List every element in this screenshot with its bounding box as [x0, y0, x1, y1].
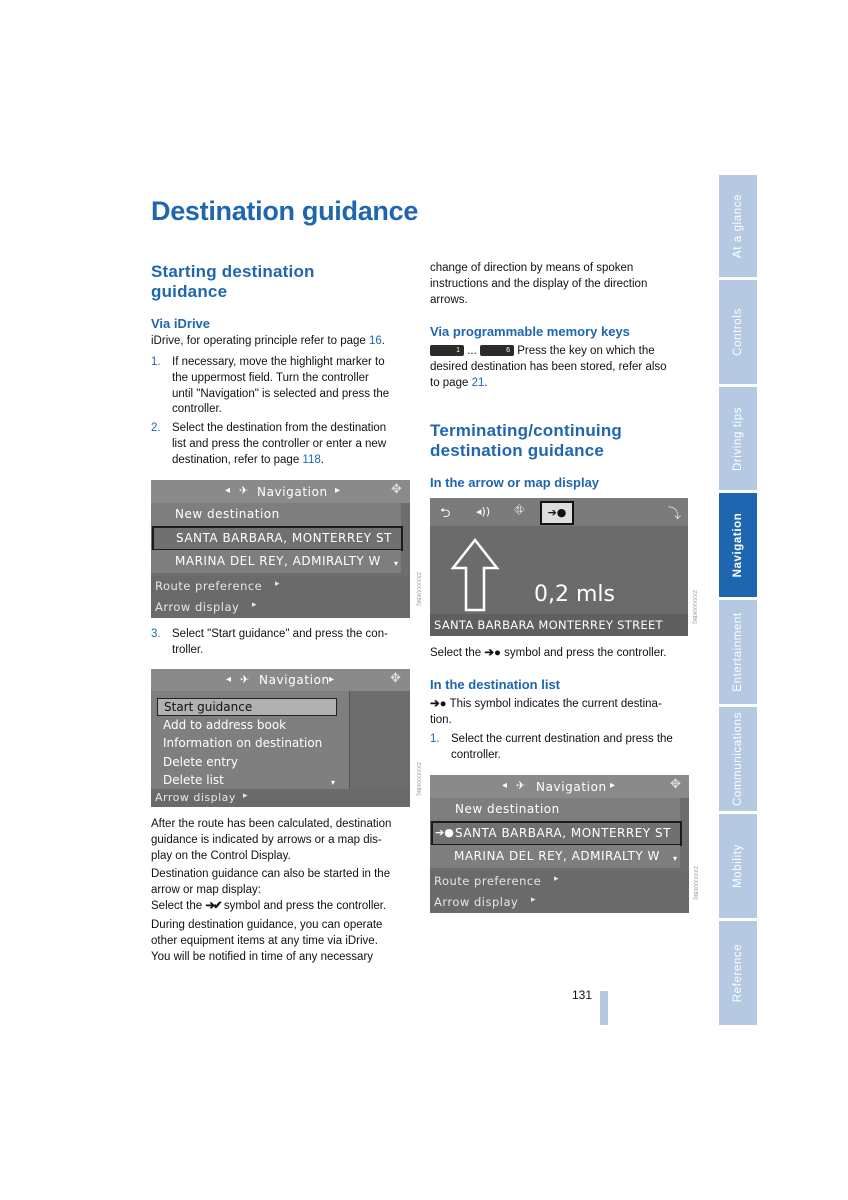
settings-icon[interactable]: ⤵ [668, 507, 682, 522]
tab-controls[interactable] [719, 280, 757, 384]
direction-arrow-icon [450, 538, 500, 612]
select-prefix: Select the [151, 899, 206, 912]
intro-text-body: iDrive, for operating principle refer to page [151, 335, 369, 347]
step-line: Select the current destination and press the [451, 733, 673, 745]
menu-item-arrow-display[interactable] [430, 892, 689, 913]
menu-item-label: SANTA BARBARA, MONTERREY ST [455, 826, 671, 840]
screen-header-title: Navigation [257, 485, 328, 499]
select-suffix: symbol and press the controller. [500, 647, 667, 659]
arrow-left-icon: ◂ [502, 780, 508, 791]
step-line: until "Navigation" is selected and press the [172, 387, 390, 400]
scroll-down-icon: ▾ [673, 854, 678, 863]
step-line: the uppermost field. Turn the controller [172, 371, 369, 384]
memory-line: to page [430, 376, 472, 389]
select-prefix: Select the [430, 647, 485, 659]
arrow-right-icon: ▸ [243, 791, 248, 801]
step-line-text: destination, refer to page [172, 453, 303, 466]
menu-item-information-on-destination[interactable] [163, 736, 343, 752]
step-text [172, 627, 388, 659]
menu-item-new-destination[interactable] [151, 503, 401, 526]
screen-header [151, 480, 410, 503]
menu-item-label: Arrow display [155, 791, 236, 804]
screen-header [151, 669, 410, 691]
step-number: 2. [151, 422, 161, 434]
memory-line-end: . [484, 376, 488, 389]
arrow-left-icon: ◂ [225, 485, 231, 496]
arrow-right-icon: ▸ [531, 895, 536, 905]
paragraph-line: Destination guidance can also be started in the [151, 868, 391, 880]
memory-key-1: 1 [430, 345, 464, 356]
menu-item-delete-entry[interactable] [163, 755, 343, 771]
tab-label: Driving tips [732, 406, 744, 471]
heading-line: Starting destination [151, 262, 315, 281]
menu-item-route-preference[interactable] [430, 871, 689, 891]
paragraph-line: arrow or map display: [151, 883, 261, 896]
menu-item-label: Information on destination [163, 736, 323, 750]
navigation-icon: ✈ [516, 779, 526, 792]
step-number: 3. [151, 628, 161, 640]
image-code: ZXXXXX/KBKJ [691, 590, 697, 624]
page-title: Destination guidance [151, 196, 419, 226]
arrow-right-icon: ▸ [252, 600, 257, 610]
voice-icon[interactable]: ◂)) [476, 505, 491, 518]
scroll-down-icon: ▾ [394, 559, 399, 568]
paragraph-during-guidance [151, 918, 382, 965]
paragraph-line: tion. [430, 713, 452, 726]
menu-item-label: Arrow display [434, 895, 519, 909]
page-link-21[interactable]: 21 [471, 376, 485, 389]
navigation-screen-destination-list [151, 480, 410, 618]
paragraph-route-calculated [151, 817, 391, 864]
step-text [172, 355, 389, 418]
tab-at-a-glance[interactable] [719, 175, 757, 277]
image-code: ZXXXXX/KBKJ [415, 572, 421, 606]
menu-item-label: Start guidance [164, 700, 253, 714]
arrow-display-screen [430, 498, 688, 636]
page-link-16[interactable]: 16 [368, 335, 382, 347]
subheading-arrow-map-display: In the arrow or map display [430, 475, 600, 490]
tab-driving-tips[interactable] [719, 387, 757, 490]
paragraph-line: During destination guidance, you can operate [151, 919, 383, 931]
step-line: troller. [172, 643, 204, 656]
arrow-right-icon: ▸ [275, 579, 280, 589]
street-name: SANTA BARBARA MONTERREY STREET [434, 618, 663, 632]
paragraph-current-destination [430, 697, 662, 729]
heading-line: destination guidance [430, 441, 605, 460]
paragraph-line [430, 344, 667, 360]
navigation-icon: ✈ [239, 484, 249, 497]
memory-line: Press the key on which the [514, 345, 655, 357]
menu-item-marina-del-rey[interactable] [151, 550, 401, 573]
menu-item-label: MARINA DEL REY, ADMIRALTY W [175, 554, 381, 568]
section-heading-terminating [430, 421, 622, 461]
paragraph-continuation [430, 261, 647, 308]
step-text [451, 732, 673, 764]
menu-item-label: New destination [455, 802, 560, 816]
menu-item-label: Delete entry [163, 755, 238, 769]
tab-label: Controls [732, 308, 744, 356]
arrow-left-icon: ◂ [226, 674, 232, 685]
paragraph-line [430, 376, 667, 392]
arrow-right-icon: ▸ [329, 674, 335, 685]
tab-communications[interactable] [719, 707, 757, 811]
paragraph-line: change of direction by means of spoken [430, 262, 634, 274]
menu-item-santa-barbara-current[interactable] [431, 821, 682, 846]
heading-line: guidance [151, 282, 228, 301]
menu-item-route-preference[interactable] [151, 576, 410, 596]
step-number: 1. [430, 733, 440, 745]
paragraph-line: After the route has been calculated, destination [151, 818, 392, 830]
screen-header [430, 775, 689, 798]
tab-label: At a glance [732, 193, 744, 259]
paragraph-line: guidance is indicated by arrows or a map dis- [151, 833, 382, 846]
screen-header-title: Navigation [536, 780, 607, 794]
chapter-tabs [719, 175, 757, 1025]
controller-icon: ✥ [390, 671, 401, 686]
scroll-down-icon: ▾ [331, 778, 336, 787]
paragraph-line: play on the Control Display. [151, 849, 291, 862]
terminate-guidance-symbol-icon: ➔● [484, 647, 501, 659]
distance-readout: 0,2 mls [534, 582, 615, 607]
menu-item-delete-list[interactable] [163, 773, 343, 789]
menu-item-new-destination[interactable] [430, 798, 680, 821]
subheading-via-idrive: Via iDrive [151, 316, 211, 331]
intro-text: iDrive, for operating principle refer to page 16. [151, 335, 385, 347]
tab-reference[interactable] [719, 921, 757, 1025]
memory-key-6: 6 [480, 345, 514, 356]
tab-mobility[interactable] [719, 814, 757, 918]
page-number-bar [600, 991, 608, 1025]
menu-item-add-to-address-book[interactable] [163, 718, 343, 734]
current-destination-icon: ➔● [430, 698, 447, 710]
subheading-destination-list: In the destination list [430, 677, 561, 692]
paragraph-line [430, 697, 662, 713]
image-code: ZXXXXX/KBKJ [415, 762, 421, 796]
paragraph-start-in-arrow [151, 867, 390, 914]
menu-item-label: Delete list [163, 773, 224, 787]
paragraph-line: arrows. [430, 293, 468, 306]
key-ellipsis: ... [467, 345, 477, 357]
page-link-118[interactable]: 118 [302, 453, 321, 466]
screen-header-title: Navigation [259, 673, 330, 687]
navigation-screen-current-destination [430, 775, 689, 913]
arrow-display-toolbar [430, 498, 688, 526]
tab-label: Communications [732, 711, 744, 807]
image-code: ZXXXXX/KBKJ [692, 866, 698, 900]
menu-item-santa-barbara[interactable] [152, 526, 403, 551]
step-line: Select "Start guidance" and press the con- [172, 628, 388, 640]
step-line: If necessary, move the highlight marker to [172, 356, 385, 368]
menu-item-label: MARINA DEL REY, ADMIRALTY W [454, 849, 660, 863]
menu-item-arrow-display[interactable] [151, 789, 410, 807]
terminate-guidance-icon[interactable]: ➔● [540, 501, 574, 525]
current-destination-icon: ➔● [435, 826, 454, 839]
paragraph-line: desired destination has been stored, refer also [430, 360, 667, 373]
navigation-screen-options [151, 669, 410, 807]
step-line: Select the destination from the destination [172, 422, 387, 434]
arrow-right-icon: ▸ [335, 485, 341, 496]
paragraph-line [151, 899, 390, 915]
select-suffix: symbol and press the controller. [220, 899, 387, 912]
navigation-icon: ✈ [240, 673, 250, 686]
menu-item-label: Route preference [155, 579, 263, 593]
route-icon[interactable]: ⛗ [514, 503, 525, 518]
tab-entertainment[interactable] [719, 600, 757, 704]
tab-label: Mobility [732, 844, 744, 888]
menu-item-label: Add to address book [163, 718, 287, 732]
paragraph-select-symbol [430, 646, 667, 662]
step-line-end: . [320, 453, 324, 466]
step-number: 1. [151, 356, 161, 368]
menu-item-marina-del-rey[interactable] [430, 845, 680, 868]
step-line: controller. [172, 403, 222, 416]
menu-item-label: Arrow display [155, 600, 240, 614]
heading-line: Terminating/continuing [430, 421, 623, 440]
step-text [172, 421, 386, 468]
symbol-text: This symbol indicates the current destina- [446, 698, 662, 710]
tab-navigation[interactable] [719, 493, 757, 597]
step-line: controller. [451, 748, 501, 761]
paragraph-line: You will be notified in time of any necessary [151, 950, 374, 963]
page-number: 131 [572, 988, 593, 1002]
start-guidance-icon: ➔✔ [205, 899, 221, 912]
tab-label: Reference [732, 943, 744, 1003]
controller-icon: ✥ [670, 777, 681, 792]
street-bar [430, 614, 688, 636]
paragraph-memory-keys [430, 344, 667, 391]
arrow-right-icon: ▸ [610, 780, 616, 791]
menu-item-label: New destination [175, 507, 280, 521]
subheading-memory-keys: Via programmable memory keys [430, 324, 630, 339]
section-heading-starting [151, 262, 315, 302]
paragraph-line: instructions and the display of the direction [430, 277, 648, 290]
tab-label: Navigation [732, 512, 744, 578]
controller-icon: ✥ [391, 482, 402, 497]
menu-item-label: SANTA BARBARA, MONTERREY ST [176, 531, 392, 545]
paragraph-line: other equipment items at any time via iDrive. [151, 934, 378, 947]
arrow-right-icon: ▸ [554, 874, 559, 884]
menu-item-start-guidance[interactable] [157, 698, 337, 716]
tab-label: Entertainment [732, 612, 744, 692]
menu-item-label: Route preference [434, 874, 542, 888]
step-line [172, 453, 386, 469]
step-line: list and press the controller or enter a new [172, 437, 387, 450]
back-icon[interactable]: ⮌ [440, 506, 451, 521]
menu-item-arrow-display[interactable] [151, 597, 410, 618]
